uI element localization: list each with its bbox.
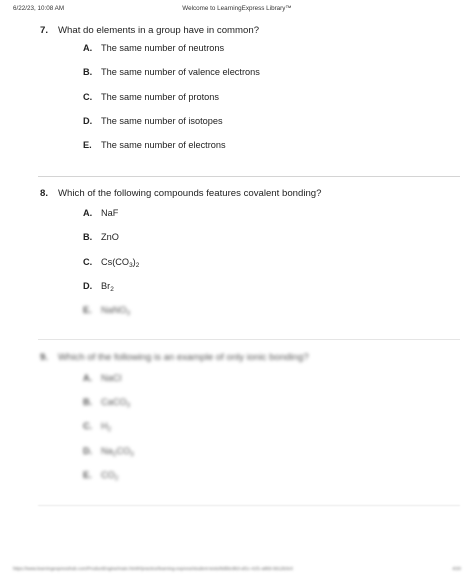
question-stem: Which of the following compounds features covalent bonding?	[58, 188, 322, 199]
option-text: The same number of isotopes	[101, 116, 223, 126]
page-url: https://www.learningexpresshub.com/ProductEngine/main.html#/practice/learning-express/student-tests/8d5bc8b3-af1c-41f1-a8b5-5612b3c0	[13, 566, 293, 571]
option-letter: C.	[83, 257, 93, 267]
option-text: $H_2$	[101, 421, 112, 433]
option-text: NaCl	[101, 373, 122, 383]
divider	[38, 505, 460, 506]
print-footer	[13, 566, 461, 571]
question-number: 9.	[40, 352, 49, 363]
option-text: $Cs(CO_3)_2$	[101, 257, 140, 269]
option-text: The same number of valence electrons	[101, 67, 260, 77]
option-letter: B.	[83, 232, 93, 242]
option-letter: D.	[83, 446, 93, 456]
question-number: 8.	[40, 188, 49, 199]
option-text: $Br_2$	[101, 281, 114, 293]
option-text: NaF	[101, 208, 119, 218]
print-page-title: Welcome to LearningExpress Library™	[182, 5, 292, 12]
print-datetime: 6/22/23, 10:08 AM	[13, 5, 65, 12]
option-letter: A.	[83, 208, 93, 218]
option-letter: B.	[83, 397, 93, 407]
divider	[38, 176, 460, 177]
option-letter: D.	[83, 281, 93, 291]
option-text: NaNO$_3$	[101, 305, 131, 317]
divider	[38, 339, 460, 340]
question-stem: What do elements in a group have in common?	[58, 25, 260, 36]
option-letter: D.	[83, 116, 93, 126]
question-stem: Which of the following is an example of only ionic bonding?	[58, 352, 309, 363]
option-text: $CO_2$	[101, 470, 119, 482]
option-text: CaCO$_3$	[101, 397, 131, 409]
question-number: 7.	[40, 25, 49, 36]
option-letter: A.	[83, 373, 93, 383]
option-letter: A.	[83, 43, 93, 53]
option-letter: C.	[83, 421, 93, 431]
page-number: 4/20	[452, 566, 461, 571]
option-text: $Na_2CO_3$	[101, 446, 134, 458]
option-letter: E.	[83, 470, 92, 480]
option-letter: B.	[83, 67, 93, 77]
option-text: ZnO	[101, 232, 119, 242]
option-letter: E.	[83, 140, 92, 150]
option-text: The same number of electrons	[101, 140, 226, 150]
option-text: The same number of neutrons	[101, 43, 225, 53]
option-text: The same number of protons	[101, 92, 219, 102]
option-letter: E.	[83, 305, 92, 315]
option-letter: C.	[83, 92, 93, 102]
